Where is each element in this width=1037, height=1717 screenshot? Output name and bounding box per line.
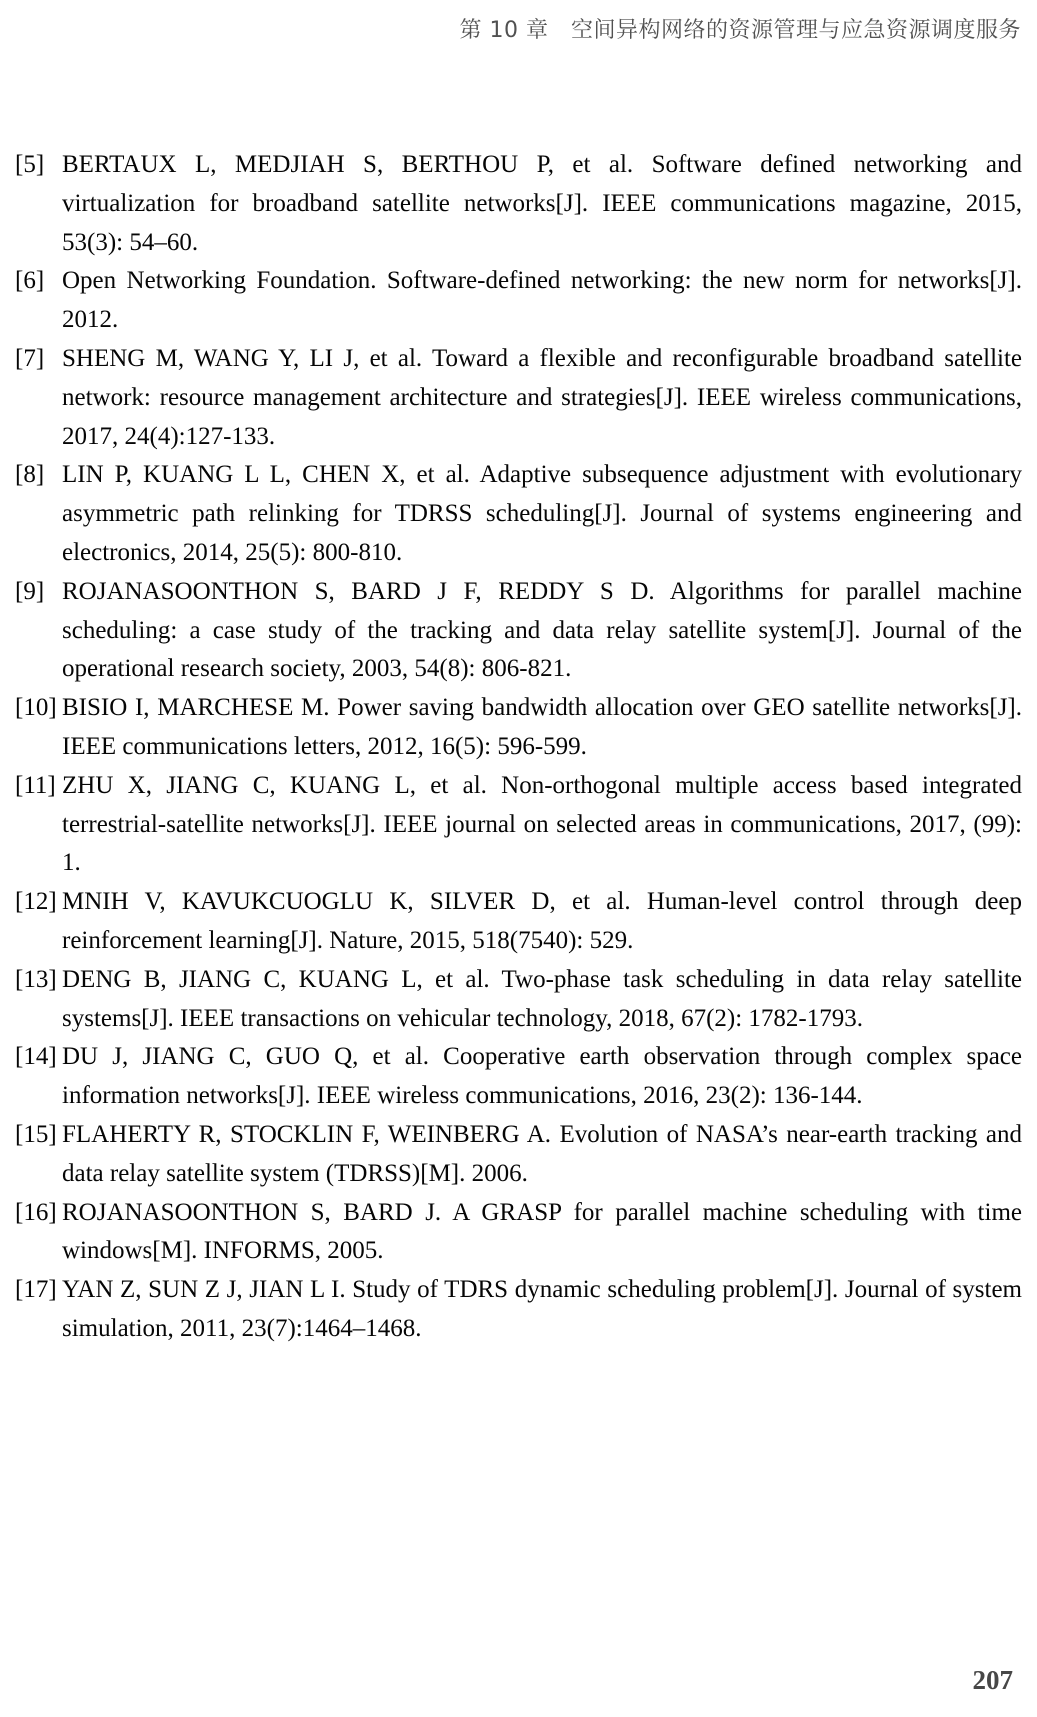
reference-text: FLAHERTY R, STOCKLIN F, WEINBERG A. Evolution of NASA’s near-earth tracking and data relay satellite system (TDRSS)[M]. 2006.	[62, 1120, 1022, 1187]
reference-label: [16]	[15, 1198, 57, 1226]
reference-item	[15, 961, 1022, 1039]
reference-text: ROJANASOONTHON S, BARD J F, REDDY S D. Algorithms for parallel machine scheduling: a case study of the tracking and data relay satellite system[J]. Journal of the operational research society, 2003, 54(8): 806-821.	[62, 577, 1022, 683]
reference-item	[15, 1038, 1022, 1116]
reference-item	[15, 689, 1022, 767]
page-number: 207	[972, 1665, 1013, 1695]
reference-label: [6]	[15, 267, 45, 295]
reference-text: YAN Z, SUN Z J, JIAN L I. Study of TDRS dynamic scheduling problem[J]. Journal of system simulation, 2011, 23(7):1464–1468.	[62, 1276, 1022, 1342]
reference-item	[15, 456, 1022, 572]
reference-text: MNIH V, KAVUKCUOGLU K, SILVER D, et al. Human-level control through deep reinforcement learning[J]. Nature, 2015, 518(7540): 529.	[62, 888, 1022, 954]
reference-item	[15, 573, 1022, 689]
reference-item	[15, 1116, 1022, 1194]
reference-label: [11]	[15, 771, 56, 799]
reference-text: SHENG M, WANG Y, LI J, et al. Toward a flexible and reconfigurable broadband satellite network: resource management architecture and strategies[J]. IEEE wireless communications, 2017, 24(4):127-133.	[62, 344, 1022, 450]
reference-label: [8]	[15, 461, 45, 489]
reference-item	[15, 1194, 1022, 1272]
reference-label: [15]	[15, 1120, 57, 1148]
reference-label: [14]	[15, 1043, 57, 1071]
running-header	[15, 17, 1021, 45]
reference-item	[15, 767, 1022, 883]
reference-text: Open Networking Foundation. Software-defined networking: the new norm for networks[J]. 2012.	[62, 267, 1022, 334]
reference-text: LIN P, KUANG L L, CHEN X, et al. Adaptive subsequence adjustment with evolutionary asymmetric path relinking for TDRSS scheduling[J]. Journal of systems engineering and electronics, 2014, 25(5): 800-810.	[62, 461, 1022, 566]
reference-label: [10]	[15, 694, 57, 722]
reference-label: [7]	[15, 344, 45, 372]
reference-text: DENG B, JIANG C, KUANG L, et al. Two-phase task scheduling in data relay satellite systems[J]. IEEE transactions on vehicular technology, 2018, 67(2): 1782-1793.	[62, 965, 1022, 1032]
chapter-title: 第 10 章 空间异构网络的资源管理与应急资源调度服务	[459, 18, 1021, 43]
reference-item	[15, 883, 1022, 961]
reference-text: DU J, JIANG C, GUO Q, et al. Cooperative earth observation through complex space information networks[J]. IEEE wireless communications, 2016, 23(2): 136-144.	[62, 1043, 1022, 1110]
reference-item	[15, 340, 1022, 456]
reference-item	[15, 1271, 1022, 1349]
reference-label: [9]	[15, 577, 45, 605]
references-list	[15, 146, 1022, 1349]
reference-text: BERTAUX L, MEDJIAH S, BERTHOU P, et al. Software defined networking and virtualization for broadband satellite networks[J]. IEEE communications magazine, 2015, 53(3): 54–60.	[62, 151, 1022, 256]
reference-text: ZHU X, JIANG C, KUANG L, et al. Non-orthogonal multiple access based integrated terrestrial-satellite networks[J]. IEEE journal on selected areas in communications, 2017, (99): 1.	[62, 771, 1022, 877]
reference-label: [13]	[15, 965, 57, 993]
reference-item	[15, 262, 1022, 340]
reference-text: BISIO I, MARCHESE M. Power saving bandwidth allocation over GEO satellite networks[J]. IEEE communications letters, 2012, 16(5): 596-599.	[62, 694, 1022, 760]
reference-item	[15, 146, 1022, 262]
reference-text: ROJANASOONTHON S, BARD J. A GRASP for parallel machine scheduling with time windows[M]. INFORMS, 2005.	[62, 1198, 1022, 1265]
reference-label: [17]	[15, 1276, 57, 1304]
reference-label: [12]	[15, 888, 57, 916]
reference-label: [5]	[15, 151, 45, 178]
